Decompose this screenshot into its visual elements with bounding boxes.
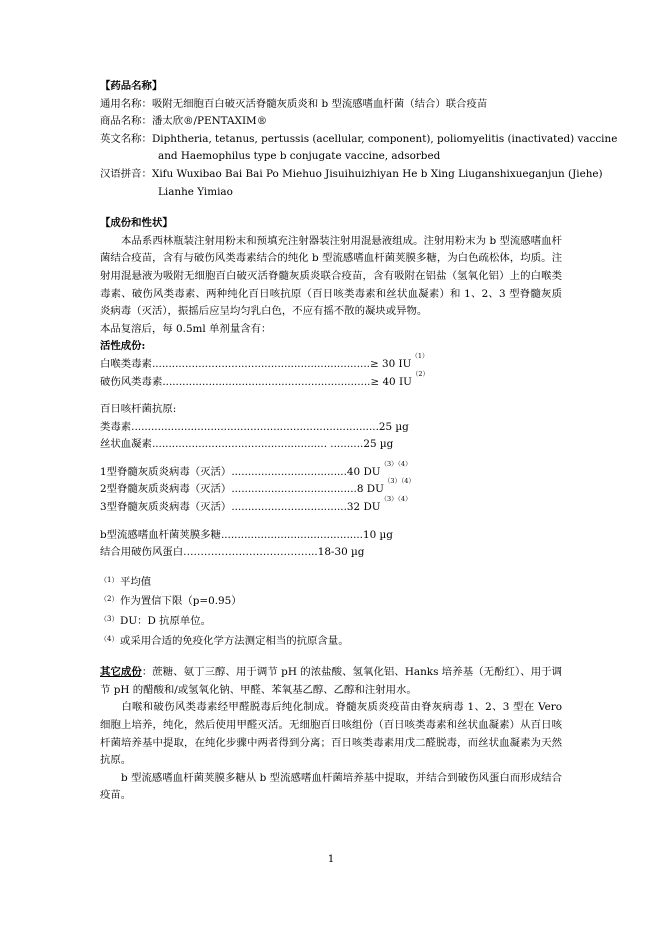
ingredient-value: ≥ 40 IU	[370, 375, 412, 388]
footnote	[100, 611, 562, 631]
leader-dots: ………………………………...	[183, 546, 318, 559]
ingredient-name: 2型脊髓灰质炎病毒（灭活）	[100, 483, 232, 496]
document-page	[100, 78, 618, 805]
ingredient-group-pertussis	[100, 419, 562, 454]
footnote-text: 平均值	[120, 575, 152, 588]
footnotes	[100, 572, 562, 650]
footnote	[100, 631, 562, 651]
other-ingredients: 其它成份：蔗糖、氨丁三醇、用于调节 pH 的浓盐酸、氢氧化铝、Hanks 培养基（无酚红）、用于调节 pH 的醋酸和/或氢氧化钠、甲醛、苯氧基乙醇、乙醇和注射用水。	[100, 666, 563, 696]
active-ingredients-heading: 活性成份:	[100, 340, 146, 353]
english-name-cont: and Haemophilus type b conjugate vaccine, adsorbed	[158, 150, 441, 163]
footnote-mark: （3）	[100, 615, 119, 624]
trade-name: 商品名称：潘太欣®/PENTAXIM®	[100, 115, 268, 128]
ingredient-name: 1型脊髓灰质炎病毒（灭活）	[100, 465, 232, 478]
dose-line: 本品复溶后，每 0.5ml 单剂量含有：	[100, 322, 272, 335]
leader-dots: ......................................	[231, 483, 357, 496]
leader-dots: ...........................................	[220, 528, 363, 541]
ingredient-note: （2）	[411, 369, 429, 378]
footnote-text: 或采用合适的免疫化学方法测定相当的抗原含量。	[120, 634, 349, 647]
footnote-mark: （4）	[100, 634, 119, 643]
ingredient-row	[100, 459, 562, 482]
ingredient-name: 丝状血凝素	[100, 438, 152, 451]
pinyin-name: 汉语拼音：Xifu Wuxibao Bai Bai Po Miehuo Jisuihuizhiyan He b Xing Liuganshixueganjun (Jiehe)	[100, 167, 603, 180]
hib-paragraph: b 型流感嗜血杆菌荚膜多糖从 b 型流感嗜血杆菌培养基中提取，并结合到破伤风蛋白而形成结合疫苗。	[100, 771, 562, 802]
ingredient-row	[100, 527, 562, 545]
ingredient-value: 40 DU	[346, 465, 381, 478]
ingredient-name: 结合用破伤风蛋白	[100, 546, 184, 559]
leader-dots: ...................................	[231, 465, 347, 478]
ingredient-group-toxoids	[100, 351, 562, 391]
leader-dots: ..................................................................	[151, 357, 370, 370]
generic-name: 通用名称：吸附无细胞百白破灭活脊髓灰质炎和 b 型流感嗜血杆菌（结合）联合疫苗	[100, 97, 488, 110]
ingredient-note: （3）（4）	[380, 495, 412, 504]
ingredient-value: ≥ 30 IU	[369, 357, 412, 370]
ingredient-name: 类毒素	[100, 420, 132, 433]
drug-name-heading: 【药品名称】	[100, 80, 163, 92]
ingredient-note: （3）（4）	[380, 459, 412, 468]
footnote-text: DU：D 抗原单位。	[120, 615, 212, 628]
ingredient-group-hib	[100, 527, 562, 562]
ingredient-row	[100, 495, 562, 517]
footnote	[100, 572, 562, 592]
ingredient-note: （3）（4）	[383, 477, 415, 486]
footnote-mark: （2）	[100, 595, 119, 604]
ingredient-row	[100, 544, 562, 562]
composition-paragraph: 本品系西林瓶装注射用粉末和预填充注射器装注射用混悬液组成。注射用粉末为 b 型流感嗜血杆菌结合疫苗，含有与破伤风类毒素结合的纯化 b 型流感嗜血杆菌荚膜多糖，为白色疏松体，均质。注射用混悬液为吸附无细胞百白破灭活脊髓灰质炎联合疫苗，含有吸附在铝盐（氢氧化铝）上的白喉类毒素、破伤风类毒素、两种纯化百日咳抗原（百日咳类毒素和丝状血凝素）和 1、2、3 型脊髓灰质炎病毒（灭活），振摇后应呈均匀乳白色，不应有摇不散的凝块或异物。	[100, 234, 562, 318]
page-number: 1	[327, 853, 335, 865]
ingredient-group-polio	[100, 459, 562, 517]
leader-dots: ...........................................................................	[131, 420, 379, 433]
ingredient-row	[100, 436, 562, 454]
ingredient-value: 18-30 µg	[317, 546, 365, 559]
composition-heading: 【成份和性状】	[100, 217, 173, 230]
footnote-text: 作为置信下限（p=0.95）	[120, 595, 242, 608]
ingredient-name: 破伤风类毒素	[100, 375, 163, 388]
ingredient-value: 32 DU	[346, 501, 381, 514]
pinyin-name-cont: Lianhe Yimiao	[158, 185, 233, 198]
ingredient-row	[100, 351, 562, 374]
ingredient-value: 8 DU	[356, 483, 384, 496]
ingredient-value: 25 µg	[378, 420, 409, 433]
pertussis-heading: 百日咳杆菌抗原:	[100, 403, 177, 416]
ingredient-name: 白喉类毒素	[100, 357, 152, 370]
ingredient-row	[100, 369, 562, 392]
english-name: 英文名称：Diphtheria, tetanus, pertussis (acellular, component), poliomyelitis (inactivated) vaccine	[100, 132, 618, 145]
ingredient-name: b型流感嗜血杆菌荚膜多糖	[100, 528, 221, 541]
leader-dots: ...................................	[231, 501, 347, 514]
footnote	[100, 591, 562, 611]
preparation-paragraph: 白喉和破伤风类毒素经甲醛脱毒后纯化制成。脊髓灰质炎疫苗由脊灰病毒 1、2、3 型在 Vero 细胞上培养，纯化，然后使用甲醛灭活。无细胞百日咳组份（百日咳类毒素和丝状血凝素）从百日咳杆菌培养基中提取，在纯化步骤中两者得到分离；百日咳类毒素用戊二醛脱毒，而丝状血凝素为天然抗原。	[100, 701, 562, 767]
other-ingredients-heading: 其它成份	[100, 666, 142, 679]
ingredient-value: 10 µg	[362, 528, 393, 541]
leader-dots: ..................................................... ..........	[151, 438, 364, 451]
ingredient-note: （1）	[411, 351, 429, 360]
ingredient-row	[100, 419, 562, 437]
ingredient-name: 3型脊髓灰质炎病毒（灭活）	[100, 501, 232, 514]
leader-dots: ...............................................................	[162, 375, 371, 388]
ingredient-value: 25 µg	[363, 438, 394, 451]
ingredient-row	[100, 477, 562, 499]
footnote-mark: （1）	[100, 575, 119, 584]
